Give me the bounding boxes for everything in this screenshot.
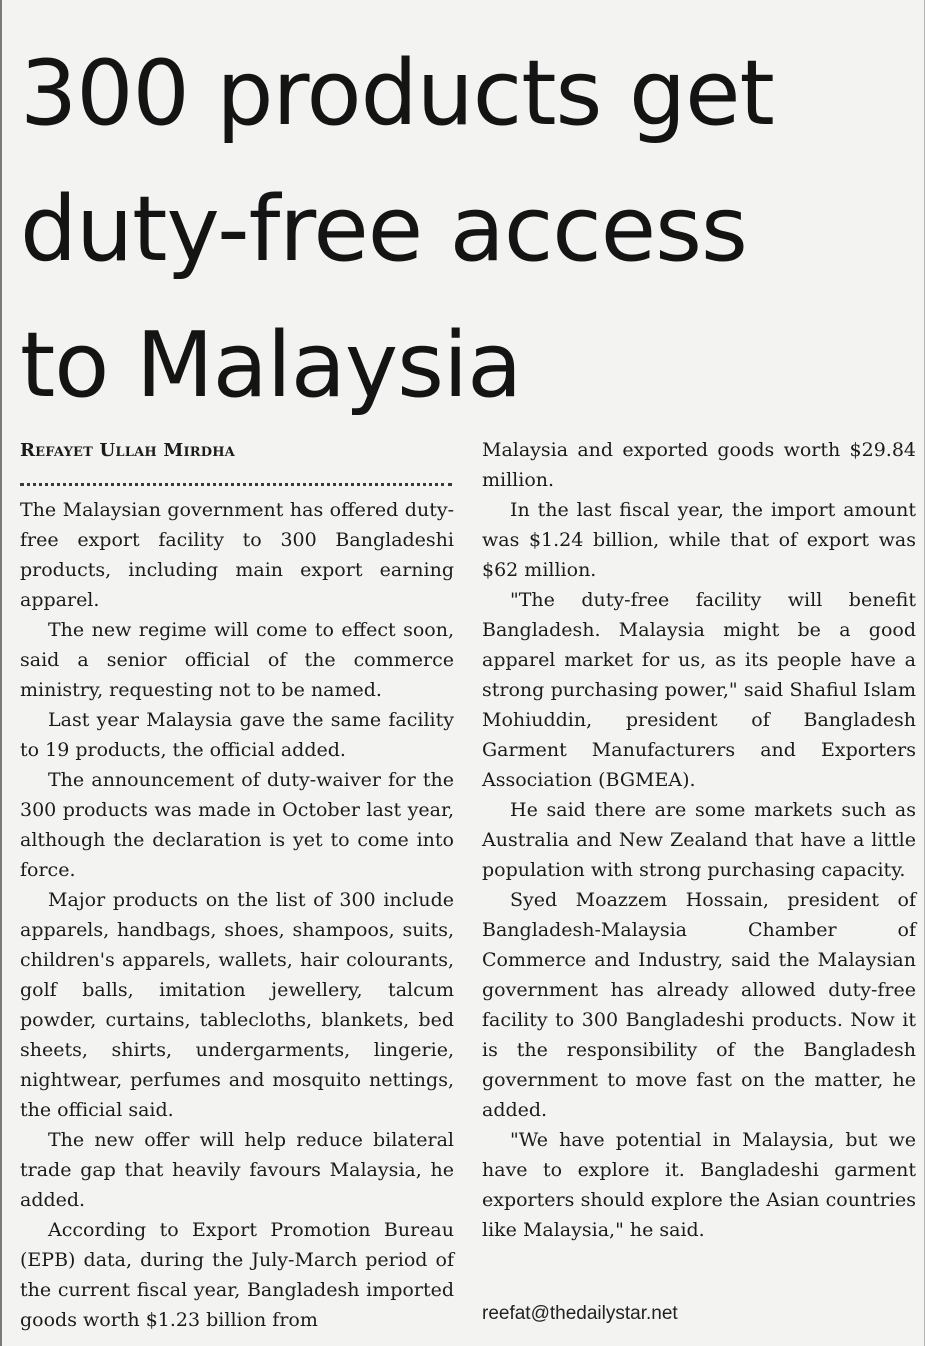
paragraph: Last year Malaysia gave the same facility to 19 products, the official added. — [20, 709, 454, 761]
paragraph: Syed Moazzem Hossain, president of Bangladesh-Malaysia Chamber of Commerce and Industry, said the Malaysian government has already allowed duty-free facility to 300 Bangladeshi products. Now it is the responsibility of the Bangladesh government to move fast on the matter, he added. — [482, 889, 916, 1121]
article-column-left — [20, 495, 454, 1335]
paragraph: He said there are some markets such as Australia and New Zealand that have a little population with strong purchasing capacity. — [482, 799, 916, 881]
paragraph: The announcement of duty-waiver for the 300 products was made in October last year, although the declaration is yet to come into force. — [20, 769, 454, 881]
paragraph: "We have potential in Malaysia, but we have to explore it. Bangladeshi garment exporters should explore the Asian countries like Malaysia," he said. — [482, 1129, 916, 1241]
byline: Refayet Ullah Mirdha — [20, 440, 235, 461]
paragraph: In the last fiscal year, the import amount was $1.24 billion, while that of export was $62 million. — [482, 499, 916, 581]
paragraph: The Malaysian government has offered duty-free export facility to 300 Bangladeshi products, including main export earning apparel. — [20, 499, 454, 611]
paragraph: "The duty-free facility will benefit Bangladesh. Malaysia might be a good apparel market for us, as its people have a strong purchasing power," said Shafiul Islam Mohiuddin, president of Bangladesh Garment Manufacturers and Exporters Association (BGMEA). — [482, 589, 916, 791]
paragraph: The new offer will help reduce bilateral trade gap that heavily favours Malaysia, he added. — [20, 1129, 454, 1211]
headline-line-2: duty-free access — [20, 177, 747, 282]
article-column-right — [482, 435, 916, 1245]
headline-line-3: to Malaysia — [20, 313, 522, 418]
paragraph-continued-end: Malaysia and exported goods worth $29.84 million. — [482, 439, 916, 491]
byline-divider — [20, 483, 452, 486]
headline-line-1: 300 products get — [20, 41, 774, 146]
headline — [20, 26, 910, 434]
author-email: reefat@thedailystar.net — [482, 1303, 678, 1324]
paragraph: The new regime will come to effect soon, said a senior official of the commerce ministry, requesting not to be named. — [20, 619, 454, 701]
paragraph-continued-start: According to Export Promotion Bureau (EPB) data, during the July-March period of the current fiscal year, Bangladesh imported goods worth $1.23 billion from — [20, 1219, 454, 1331]
paragraph: Major products on the list of 300 include apparels, handbags, shoes, shampoos, suits, children's apparels, wallets, hair colourants, golf balls, imitation jewellery, talcum powder, curtains, tablecloths, blankets, bed sheets, shirts, undergarments, lingerie, nightwear, perfumes and mosquito nettings, the official said. — [20, 889, 454, 1121]
